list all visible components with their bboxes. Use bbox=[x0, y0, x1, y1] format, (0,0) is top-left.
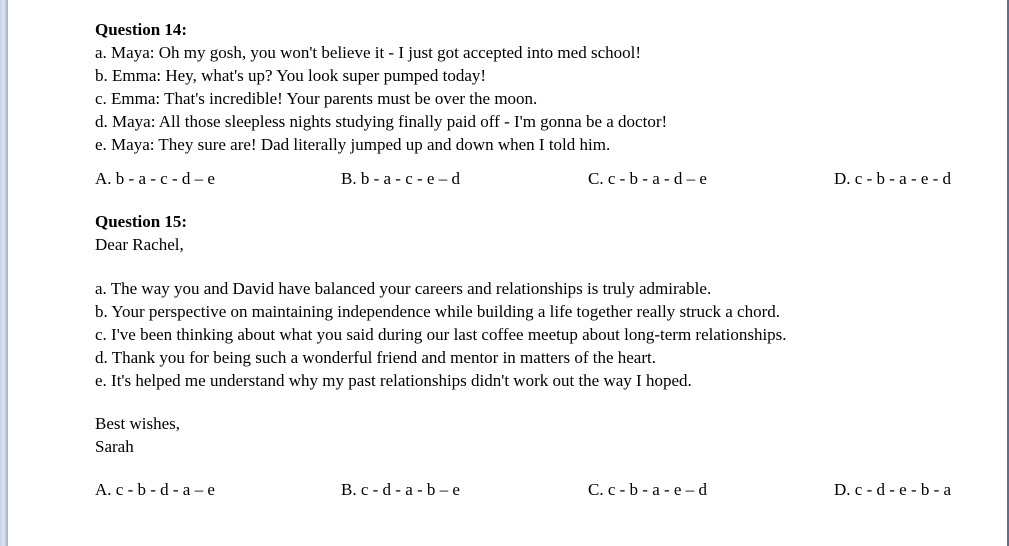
q15-closing: Best wishes, bbox=[95, 414, 180, 433]
question-15 bbox=[95, 210, 985, 501]
question-14 bbox=[95, 18, 985, 190]
spacer bbox=[95, 458, 985, 478]
q15-line-a: a. The way you and David have balanced your careers and relationships is truly admirable. bbox=[95, 279, 712, 298]
document-content bbox=[95, 18, 985, 501]
q15-greeting: Dear Rachel, bbox=[95, 235, 184, 254]
q15-option-d: D. c - d - e - b - a bbox=[834, 480, 952, 499]
q15-option-c: C. c - b - a - e – d bbox=[588, 480, 707, 499]
question-15-title: Question 15: bbox=[95, 212, 188, 231]
spacer bbox=[95, 392, 985, 412]
q15-line-d: d. Thank you for being such a wonderful friend and mentor in matters of the heart. bbox=[95, 348, 656, 367]
q15-line-c: c. I've been thinking about what you said during our last coffee meetup about long-term relationships. bbox=[95, 325, 787, 344]
q15-option-b: B. c - d - a - b – e bbox=[341, 480, 460, 499]
spacer bbox=[95, 156, 985, 167]
q15-line-b: b. Your perspective on maintaining independence while building a life together really struck a chord. bbox=[95, 302, 780, 321]
q14-option-b: B. b - a - c - e – d bbox=[341, 169, 460, 188]
q14-option-a: A. b - a - c - d – e bbox=[95, 169, 215, 188]
q14-options bbox=[95, 167, 985, 190]
q15-signature: Sarah bbox=[95, 437, 134, 456]
q14-line-c: c. Emma: That's incredible! Your parents must be over the moon. bbox=[95, 89, 538, 108]
q14-option-c: C. c - b - a - d – e bbox=[588, 169, 707, 188]
spacer bbox=[95, 256, 985, 277]
question-14-title: Question 14: bbox=[95, 20, 188, 39]
q14-option-d: D. c - b - a - e - d bbox=[834, 169, 952, 188]
q15-line-e: e. It's helped me understand why my past relationships didn't work out the way I hoped. bbox=[95, 371, 692, 390]
q14-line-e: e. Maya: They sure are! Dad literally jumped up and down when I told him. bbox=[95, 135, 611, 154]
spacer bbox=[95, 190, 985, 210]
q14-line-d: d. Maya: All those sleepless nights studying finally paid off - I'm gonna be a doctor! bbox=[95, 112, 668, 131]
q14-line-a: a. Maya: Oh my gosh, you won't believe it - I just got accepted into med school! bbox=[95, 43, 642, 62]
q15-options bbox=[95, 478, 985, 501]
q14-line-b: b. Emma: Hey, what's up? You look super pumped today! bbox=[95, 66, 487, 85]
window-left-border bbox=[0, 0, 8, 546]
q15-option-a: A. c - b - d - a – e bbox=[95, 480, 215, 499]
